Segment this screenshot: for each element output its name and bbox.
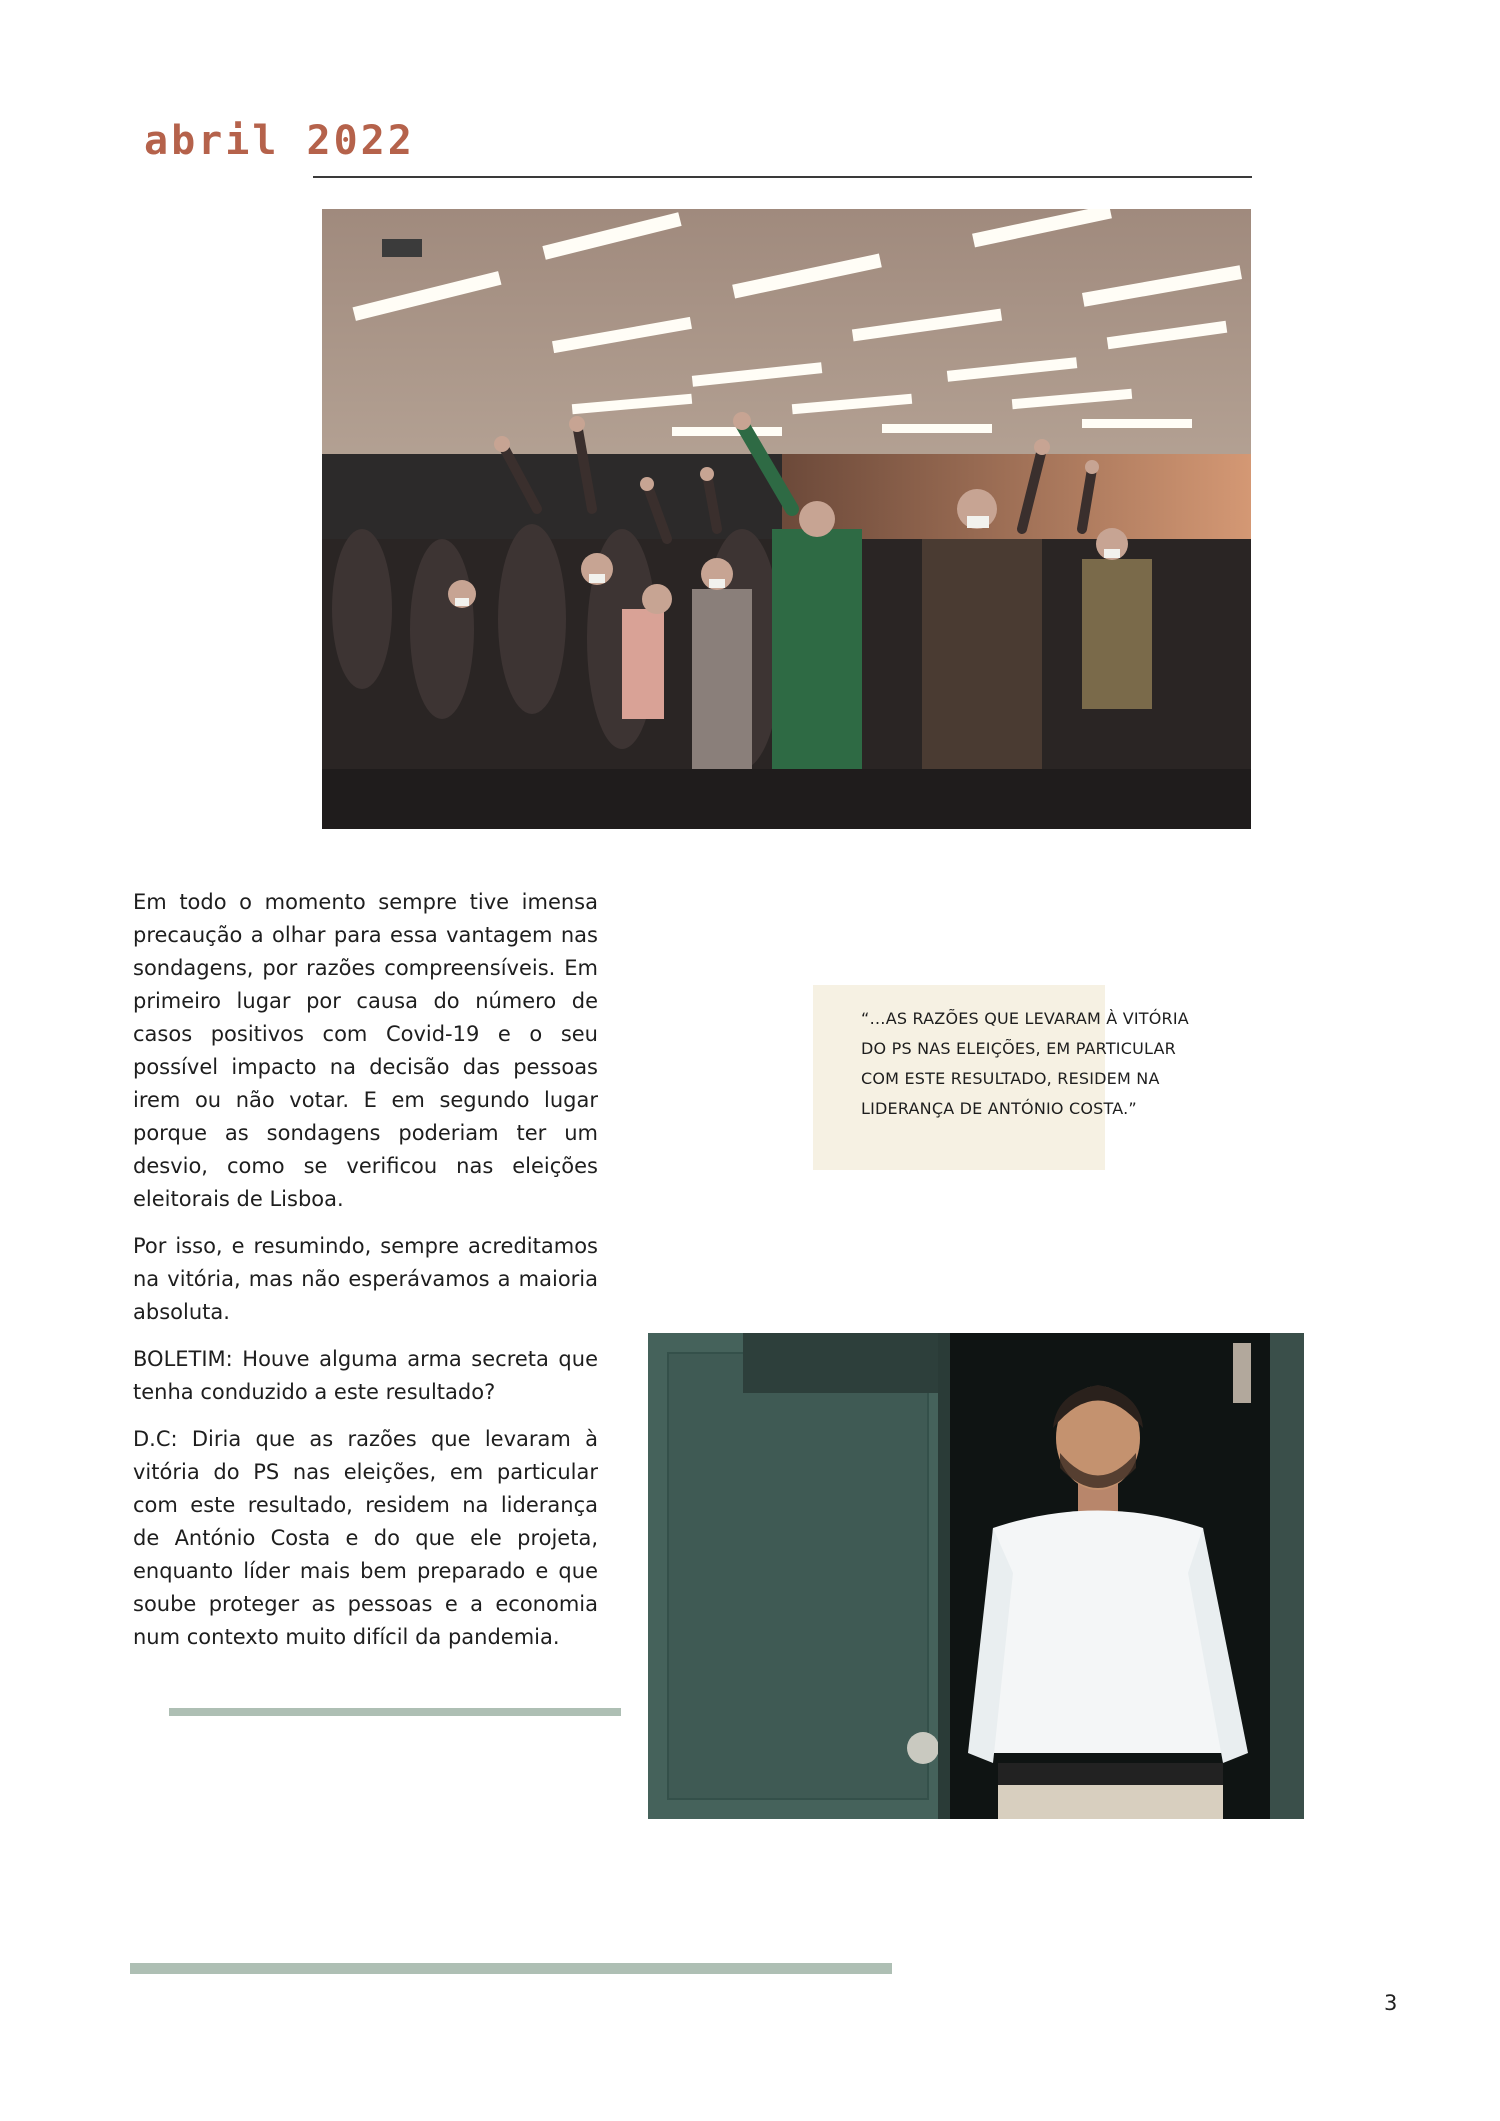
page-title: abril 2022 — [144, 118, 415, 164]
photo-assembly — [322, 209, 1251, 829]
paragraph: Por isso, e resumindo, sempre acreditamos na vitória, mas não esperávamos a maioria absoluta. — [133, 1234, 598, 1324]
divider — [169, 1708, 621, 1716]
footer-divider — [130, 1963, 892, 1974]
paragraph: Em todo o momento sempre tive imensa precaução a olhar para essa vantagem nas sondagens, por razões compreensíveis. Em primeiro lugar por causa do número de casos positivos com Covid-19 e o seu possível impacto na decisão das pessoas irem ou não votar. E em segundo lugar porque as sondagens poderiam ter um desvio, como se verificou nas eleições eleitorais de Lisboa. — [133, 890, 598, 1211]
paragraph: D.C: Diria que as razões que levaram à vitória do PS nas eleições, em particular com este resultado, residem na liderança de António Costa e do que ele projeta, enquanto líder mais bem preparado e que soube proteger as pessoas e a economia num contexto muito difícil da pandemia. — [133, 1427, 598, 1649]
article-body — [133, 886, 598, 1668]
header-rule — [313, 176, 1252, 178]
photo-portrait-image — [648, 1333, 1304, 1819]
photo-portrait — [648, 1333, 1304, 1819]
paragraph: BOLETIM: Houve alguma arma secreta que tenha conduzido a este resultado? — [133, 1347, 598, 1404]
page-number: 3 — [1384, 1991, 1398, 2015]
photo-assembly-image — [322, 209, 1251, 829]
pull-quote: “…AS RAZÕES QUE LEVARAM À VITÓRIA DO PS NAS ELEIÇÕES, EM PARTICULAR COM ESTE RESULTADO, RESIDEM NA LIDERANÇA DE ANTÓNIO COSTA.” — [861, 1009, 1189, 1118]
